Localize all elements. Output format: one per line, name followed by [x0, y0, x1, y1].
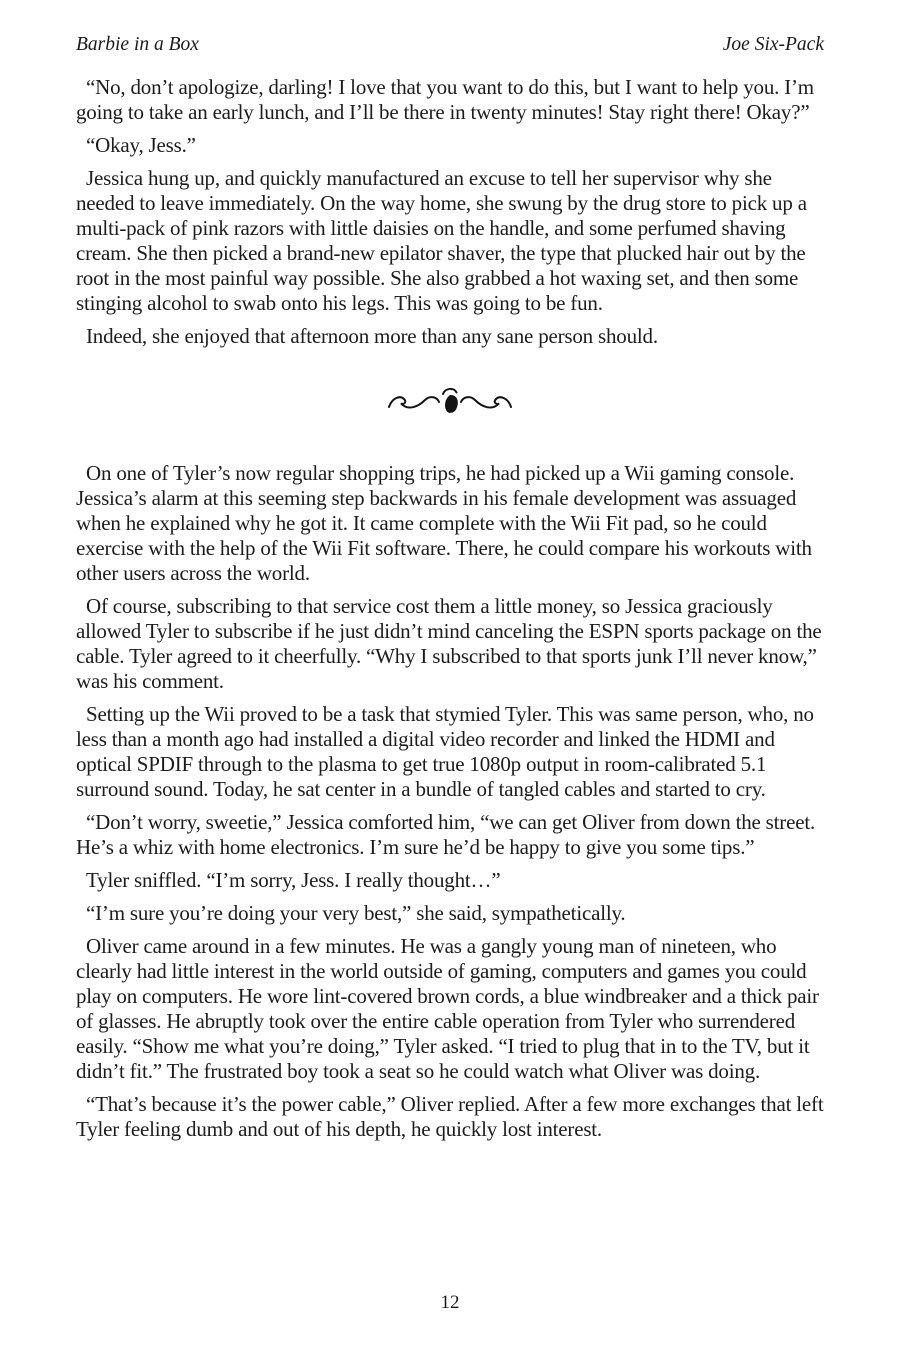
- paragraph: On one of Tyler’s now regular shopping trips, he had picked up a Wii gaming console. Jessica’s alarm at this seeming step backwards in his female development was assuaged when he explained why he got it. It came complete with the Wii Fit pad, so he could exercise with the help of the Wii Fit software. There, he could compare his workouts with other users across the world.: [76, 461, 812, 586]
- paragraph: “Okay, Jess.”: [86, 133, 196, 158]
- paragraph: Indeed, she enjoyed that afternoon more than any sane person should.: [86, 324, 658, 349]
- running-header-author: Joe Six-Pack: [722, 34, 824, 55]
- page-number: 12: [440, 1292, 460, 1313]
- paragraph: “Don’t worry, sweetie,” Jessica comforted him, “we can get Oliver from down the street. He’s a whiz with home electronics. I’m sure he’d be happy to give you some tips.”: [76, 810, 816, 860]
- running-header-title: Barbie in a Box: [76, 34, 199, 55]
- paragraph: Of course, subscribing to that service cost them a little money, so Jessica graciously allowed Tyler to subscribe if he just didn’t mind canceling the ESPN sports package on the cable. Tyler agreed to it cheerfully. “Why I subscribed to that sports junk I’ll never know,” was his comment.: [76, 594, 822, 694]
- scene-break-ornament: [76, 385, 824, 421]
- paragraph: “That’s because it’s the power cable,” Oliver replied. After a few more exchanges that left Tyler feeling dumb and out of his depth, he quickly lost interest.: [76, 1092, 824, 1142]
- paragraph: Setting up the Wii proved to be a task that stymied Tyler. This was same person, who, no less than a month ago had installed a digital video recorder and linked the HDMI and optical SPDIF through to the plasma to get true 1080p output in room-calibrated 5.1 surround sound. Today, he sat center in a bundle of tangled cables and started to cry.: [76, 702, 814, 802]
- paragraph: Jessica hung up, and quickly manufactured an excuse to tell her supervisor why she needed to leave immediately. On the way home, she swung by the drug store to pick up a multi-pack of pink razors with little daisies on the handle, and some perfumed shaving cream. She then picked a brand-new epilator shaver, the type that plucked hair out by the root in the most painful way possible. She also grabbed a hot waxing set, and then some stinging alcohol to swab onto his legs. This was going to be fun.: [76, 166, 807, 316]
- paragraph: “No, don’t apologize, darling! I love that you want to do this, but I want to help you. I’m going to take an early lunch, and I’ll be there in twenty minutes! Stay right there! Okay?”: [76, 75, 814, 125]
- running-header: [76, 34, 824, 55]
- paragraph: Tyler sniffled. “I’m sorry, Jess. I really thought…”: [86, 868, 501, 893]
- scene-break-fleuron-icon: [384, 385, 516, 421]
- page-body-text: [76, 75, 824, 1142]
- paragraph: “I’m sure you’re doing your very best,” she said, sympathetically.: [86, 901, 626, 926]
- paragraph: Oliver came around in a few minutes. He was a gangly young man of nineteen, who clearly had little interest in the world outside of gaming, computers and games you could play on computers. He wore lint-covered brown cords, a blue windbreaker and a thick pair of glasses. He abruptly took over the entire cable operation from Tyler who surrendered easily. “Show me what you’re doing,” Tyler asked. “I tried to plug that in to the TV, but it didn’t fit.” The frustrated boy took a seat so he could watch what Oliver was doing.: [76, 934, 819, 1084]
